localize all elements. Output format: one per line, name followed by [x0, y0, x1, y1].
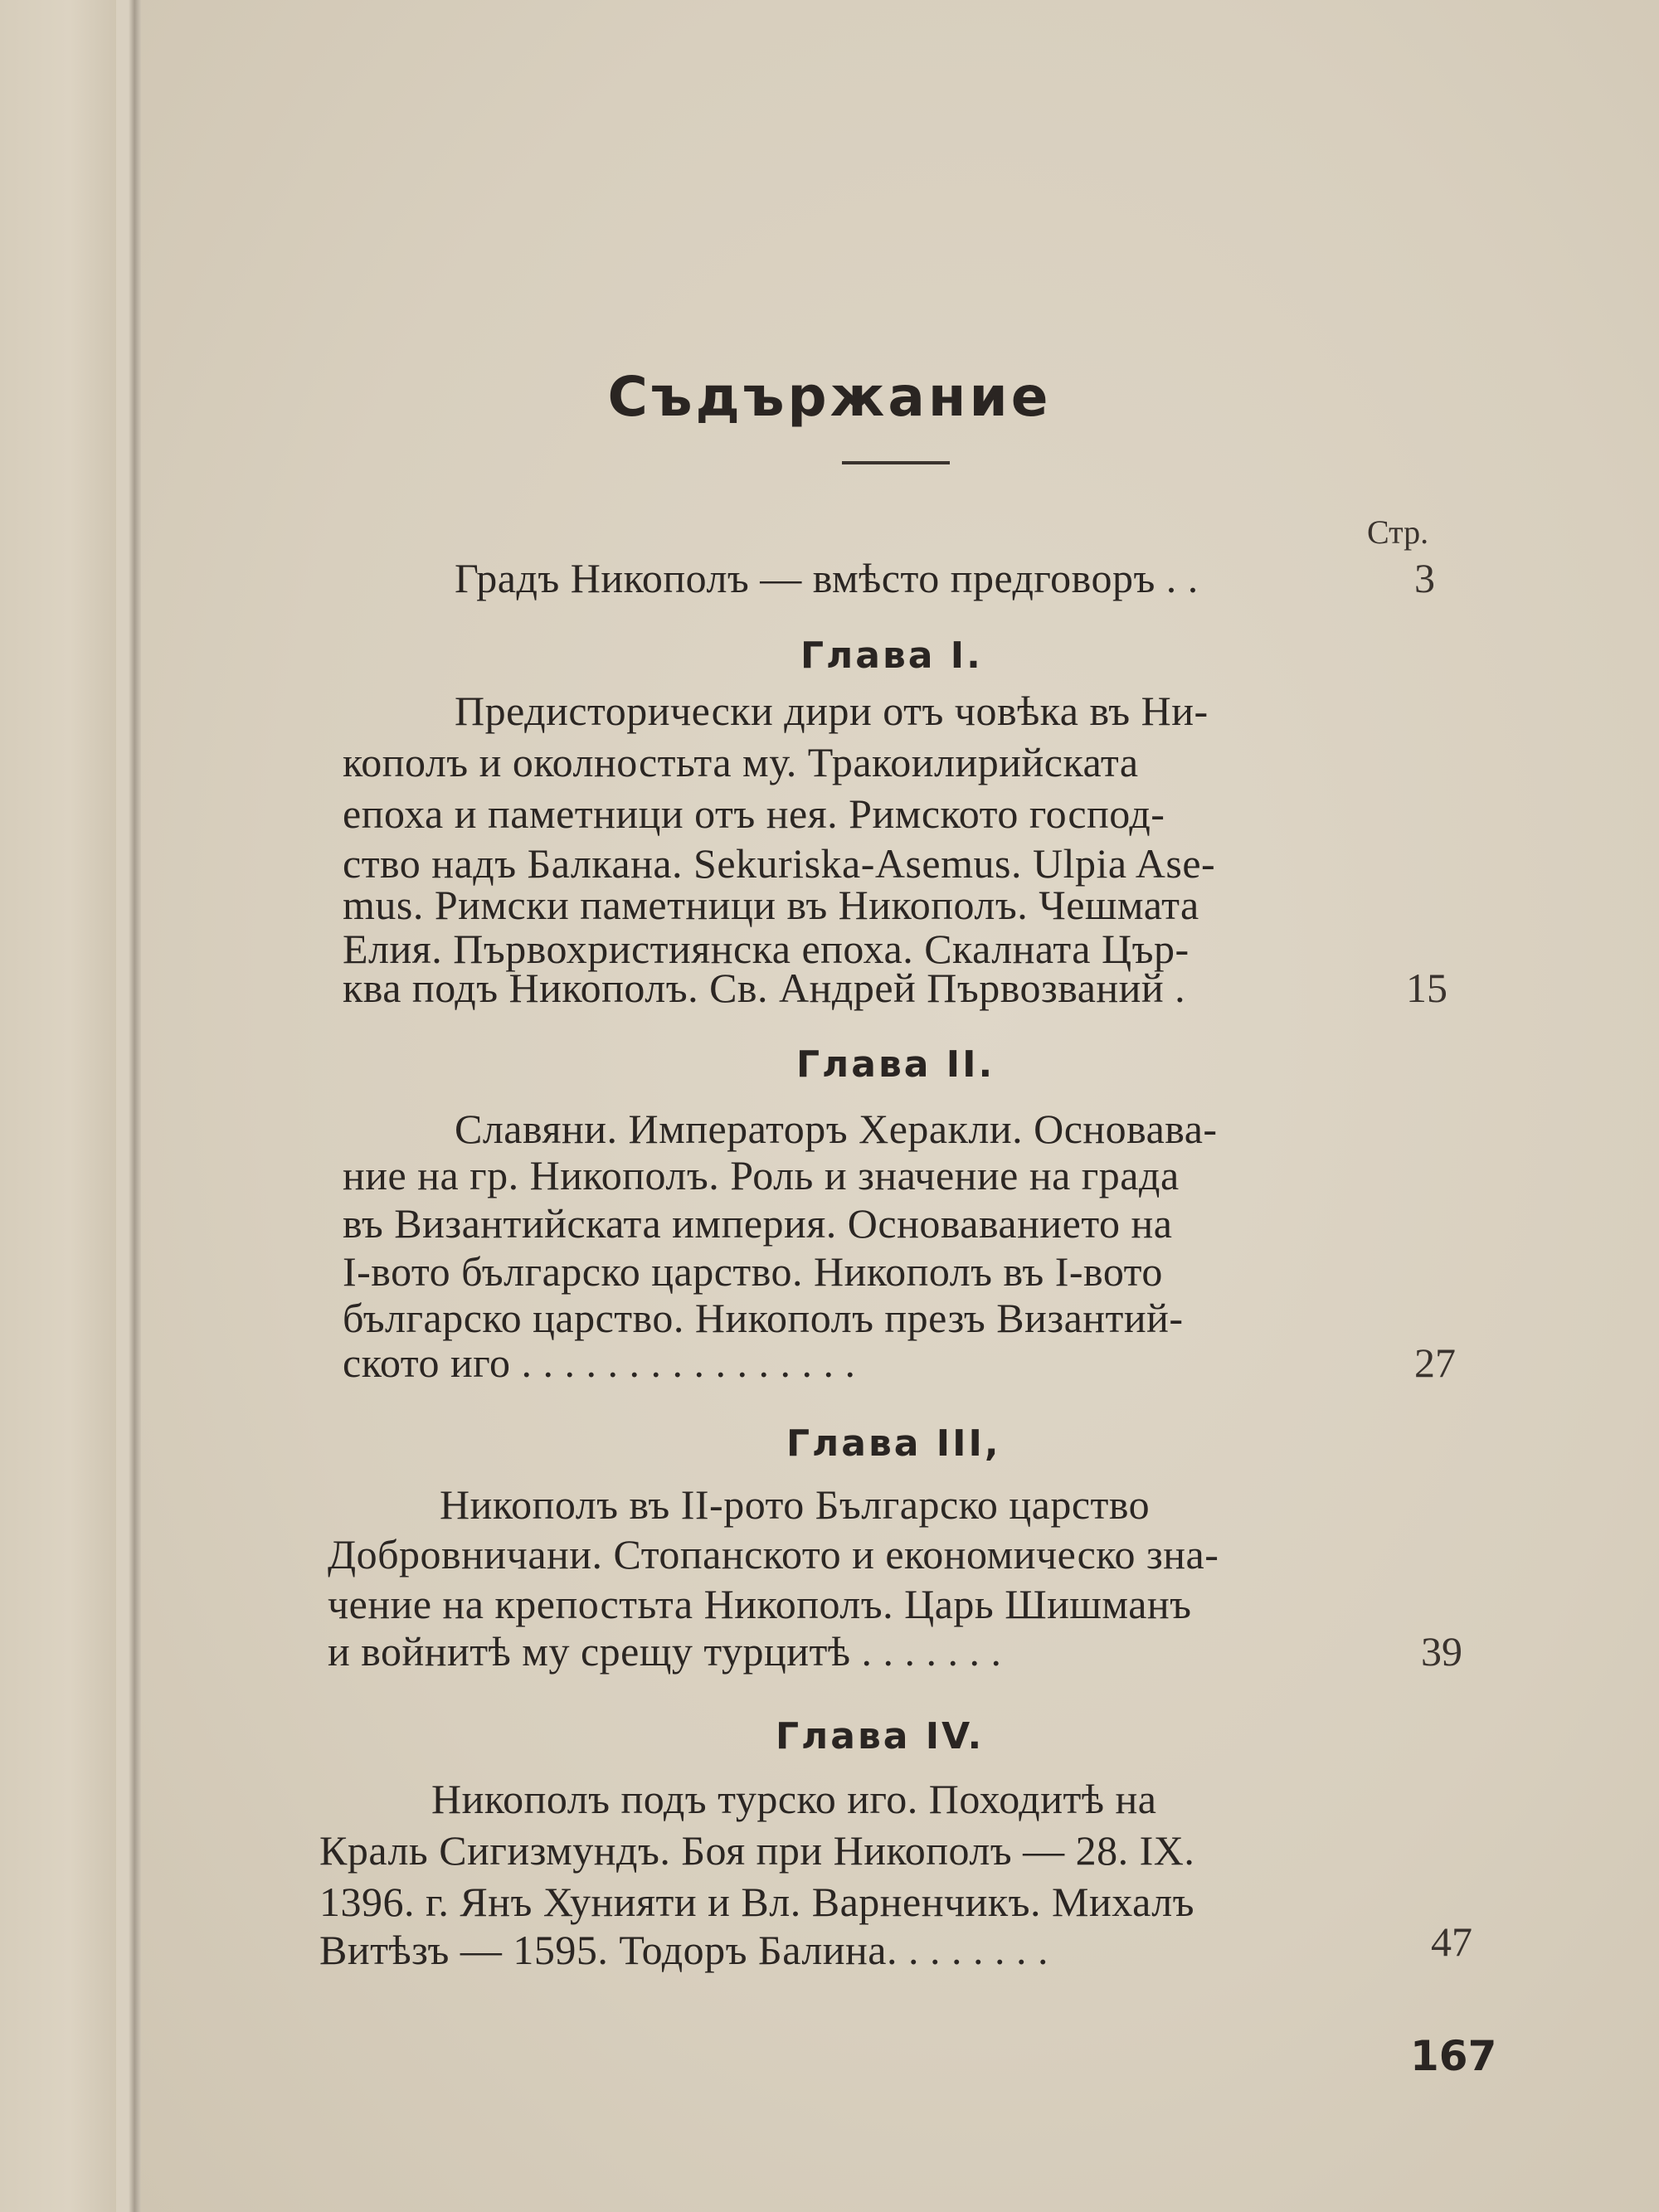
chapter-3-line: и войнитѣ му срещу турцитѣ . . . . . . .	[328, 1628, 1002, 1675]
chapter-2-line: въ Византийската империя. Основаванието на	[343, 1200, 1173, 1247]
chapter-1-line: Предисторически дири отъ човѣка въ Ни-	[455, 688, 1209, 734]
chapter-1-line: кополъ и околностьта му. Тракоилирийската	[343, 739, 1139, 785]
chapter-2-line: българско царство. Никополъ презъ Византий-	[343, 1295, 1184, 1341]
chapter-1-page: 15	[1406, 965, 1447, 1011]
title-divider	[842, 461, 950, 464]
chapter-2-line: I-вото българско царство. Никополъ въ I-вото	[343, 1248, 1163, 1295]
chapter-1-line: mus. Римски паметници въ Никополъ. Чешмата	[343, 882, 1199, 928]
chapter-1-line: епоха и паметници отъ нея. Римското господ-	[343, 790, 1165, 837]
chapter-3-heading: Глава III,	[786, 1422, 1001, 1465]
chapter-3-line: Добровничани. Стопанското и економическо зна-	[328, 1531, 1219, 1578]
chapter-2-line: ското иго . . . . . . . . . . . . . . . .	[343, 1339, 856, 1386]
page-title: Съдържание	[607, 365, 1052, 429]
chapter-3-line: чение на крепостьта Никополъ. Царь Шишманъ	[328, 1581, 1192, 1627]
chapter-2-line: ние на гр. Никополъ. Роль и значение на града	[343, 1152, 1180, 1198]
chapter-2-page: 27	[1414, 1339, 1456, 1386]
chapter-1-heading: Глава I.	[800, 634, 983, 677]
chapter-3-line: Никополъ въ II-рото Българско царство	[440, 1481, 1151, 1528]
page-column-label: Стр.	[1367, 513, 1429, 551]
chapter-1-line: ква подъ Никополъ. Св. Андрей Първозваний .	[343, 965, 1186, 1011]
chapter-4-line: Краль Сигизмундъ. Боя при Никополъ — 28. IX.	[319, 1827, 1195, 1874]
chapter-4-line: Витѣзъ — 1595. Тодоръ Балина. . . . . . . .	[319, 1927, 1048, 1973]
chapter-4-line: 1396. г. Янъ Хунияти и Вл. Варненчикъ. Михалъ	[319, 1879, 1195, 1925]
chapter-1-line: ство надъ Балкана. Sekuriska-Asemus. Ulpia Ase-	[343, 840, 1216, 887]
chapter-1-line: Елия. Първохристиянска епоха. Скалната Цър-	[343, 926, 1190, 972]
chapter-4-heading: Глава IV.	[776, 1715, 985, 1757]
toc-intro-line: Градъ Никополъ — вмѣсто предговоръ . .	[455, 555, 1199, 601]
facing-page-edge	[0, 0, 116, 2212]
chapter-4-page: 47	[1431, 1918, 1472, 1965]
page-number: 167	[1410, 2032, 1497, 2080]
chapter-4-line: Никополъ подъ турско иго. Походитѣ на	[431, 1776, 1157, 1822]
chapter-2-line: Славяни. Императоръ Херакли. Основава-	[455, 1106, 1218, 1152]
chapter-3-page: 39	[1421, 1628, 1462, 1675]
toc-intro-page: 3	[1414, 555, 1435, 601]
chapter-2-heading: Глава II.	[796, 1043, 995, 1086]
